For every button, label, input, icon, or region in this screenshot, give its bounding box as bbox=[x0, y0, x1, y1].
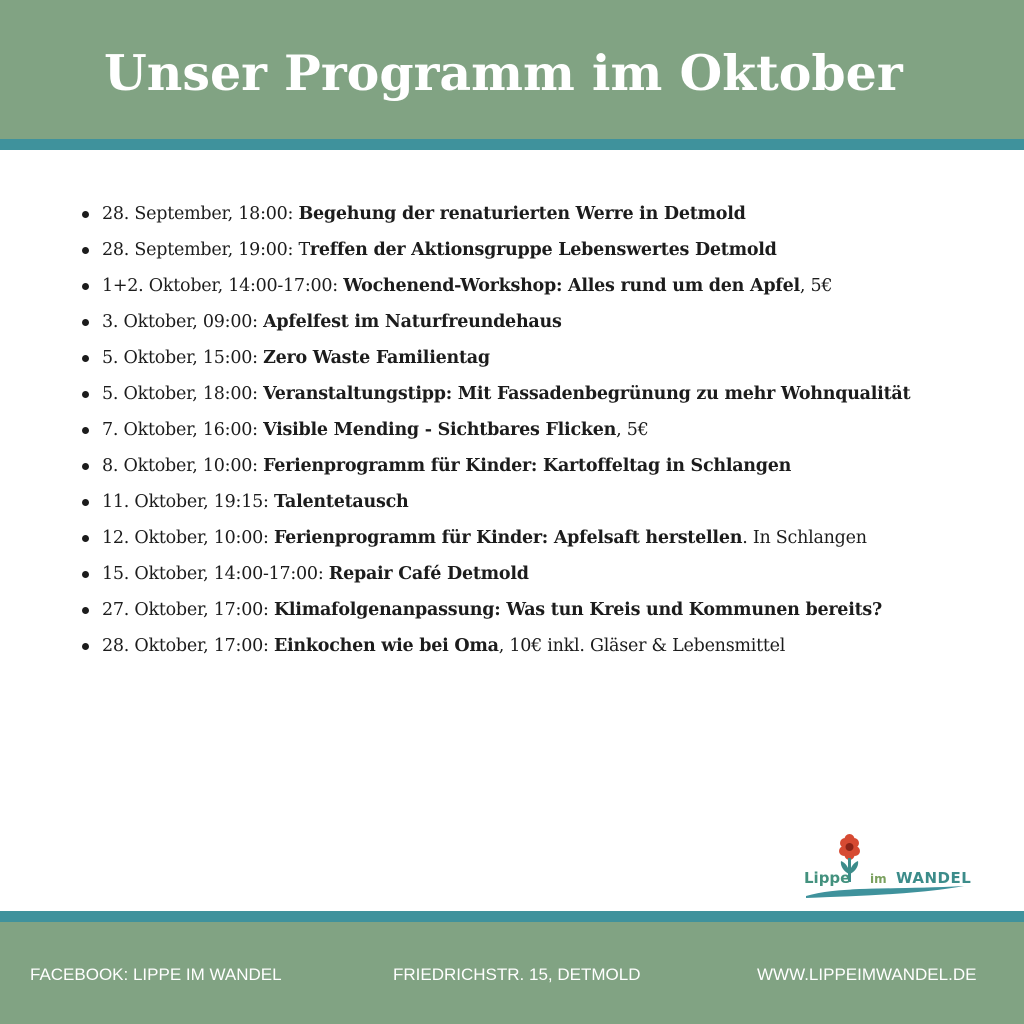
event-title: Veranstaltungstipp: Mit Fassadenbegrünung zu mehr Wohnqualität bbox=[263, 384, 911, 404]
bullet-icon bbox=[82, 463, 89, 470]
bullet-icon bbox=[82, 247, 89, 254]
event-item bbox=[78, 196, 1018, 232]
event-item bbox=[78, 304, 1018, 340]
page-title: Unser Programm im Oktober bbox=[104, 44, 903, 102]
event-item bbox=[78, 268, 1018, 304]
event-title: Talentetausch bbox=[273, 492, 409, 512]
header-divider bbox=[0, 139, 1024, 150]
event-item bbox=[78, 340, 1018, 376]
event-title: Repair Café Detmold bbox=[328, 564, 529, 584]
footer-facebook: FACEBOOK: LIPPE IM WANDEL bbox=[30, 965, 282, 984]
bullet-icon bbox=[82, 607, 89, 614]
event-title: Begehung der renaturierten Werre in Detmold bbox=[298, 204, 746, 224]
bullet-icon bbox=[82, 355, 89, 362]
event-date: 7. Oktober, 16:00: bbox=[102, 420, 264, 440]
event-extra: , 5€ bbox=[616, 420, 649, 440]
event-date: 5. Oktober, 15:00: bbox=[102, 348, 264, 368]
event-title: Ferienprogramm für Kinder: Kartoffeltag in Schlangen bbox=[263, 456, 792, 476]
bullet-icon bbox=[82, 643, 89, 650]
event-extra: . In Schlangen bbox=[742, 528, 867, 548]
footer-website: WWW.LIPPEIMWANDEL.DE bbox=[757, 965, 977, 984]
event-date: 28. September, 18:00: bbox=[102, 204, 299, 224]
event-date: 12. Oktober, 10:00: bbox=[102, 528, 274, 548]
event-date: 8. Oktober, 10:00: bbox=[102, 456, 264, 476]
event-title: Klimafolgenanpassung: Was tun Kreis und Kommunen bereits? bbox=[273, 600, 883, 620]
event-item bbox=[78, 520, 1018, 556]
event-item bbox=[78, 592, 1018, 628]
event-date: 3. Oktober, 09:00: bbox=[102, 312, 264, 332]
event-title: Visible Mending - Sichtbares Flicken bbox=[263, 420, 617, 440]
bullet-icon bbox=[82, 571, 89, 578]
event-extra: , 10€ inkl. Gläser & Lebensmittel bbox=[498, 636, 786, 656]
event-item bbox=[78, 412, 1018, 448]
bullet-icon bbox=[82, 535, 89, 542]
event-title: Einkochen wie bei Oma bbox=[273, 636, 499, 656]
event-title: reffen der Aktionsgruppe Lebenswertes Detmold bbox=[309, 240, 777, 260]
event-item bbox=[78, 628, 1018, 664]
footer-banner bbox=[0, 922, 1024, 1024]
event-date: 27. Oktober, 17:00: bbox=[102, 600, 274, 620]
event-title: Apfelfest im Naturfreundehaus bbox=[263, 312, 562, 332]
event-item bbox=[78, 376, 1018, 412]
bullet-icon bbox=[82, 427, 89, 434]
logo-word-wandel: WANDEL bbox=[896, 869, 972, 887]
event-title: Zero Waste Familientag bbox=[263, 348, 490, 368]
footer-divider bbox=[0, 911, 1024, 922]
lippe-im-wandel-logo bbox=[800, 834, 972, 902]
event-date: 5. Oktober, 18:00: bbox=[102, 384, 264, 404]
event-date: 15. Oktober, 14:00-17:00: bbox=[102, 564, 329, 584]
bullet-icon bbox=[82, 283, 89, 290]
event-title: Ferienprogramm für Kinder: Apfelsaft herstellen bbox=[273, 528, 743, 548]
event-date: 1+2. Oktober, 14:00-17:00: bbox=[102, 276, 344, 296]
logo-word-im: im bbox=[870, 872, 887, 886]
event-list bbox=[78, 196, 1018, 664]
event-item bbox=[78, 232, 1018, 268]
bullet-icon bbox=[82, 391, 89, 398]
event-date: 11. Oktober, 19:15: bbox=[102, 492, 274, 512]
logo-word-lippe: Lippe bbox=[804, 869, 851, 887]
bullet-icon bbox=[82, 319, 89, 326]
flower-logo-icon bbox=[800, 834, 968, 902]
event-extra: , 5€ bbox=[799, 276, 833, 296]
event-item bbox=[78, 556, 1018, 592]
footer-address: FRIEDRICHSTR. 15, DETMOLD bbox=[393, 965, 641, 984]
event-item bbox=[78, 484, 1018, 520]
bullet-icon bbox=[82, 499, 89, 506]
event-date: 28. Oktober, 17:00: bbox=[102, 636, 274, 656]
header-banner bbox=[0, 0, 1024, 139]
event-item bbox=[78, 448, 1018, 484]
event-date: 28. September, 19:00: T bbox=[102, 240, 310, 260]
bullet-icon bbox=[82, 211, 89, 218]
event-title: Wochenend-Workshop: Alles rund um den Apfel bbox=[343, 276, 800, 296]
